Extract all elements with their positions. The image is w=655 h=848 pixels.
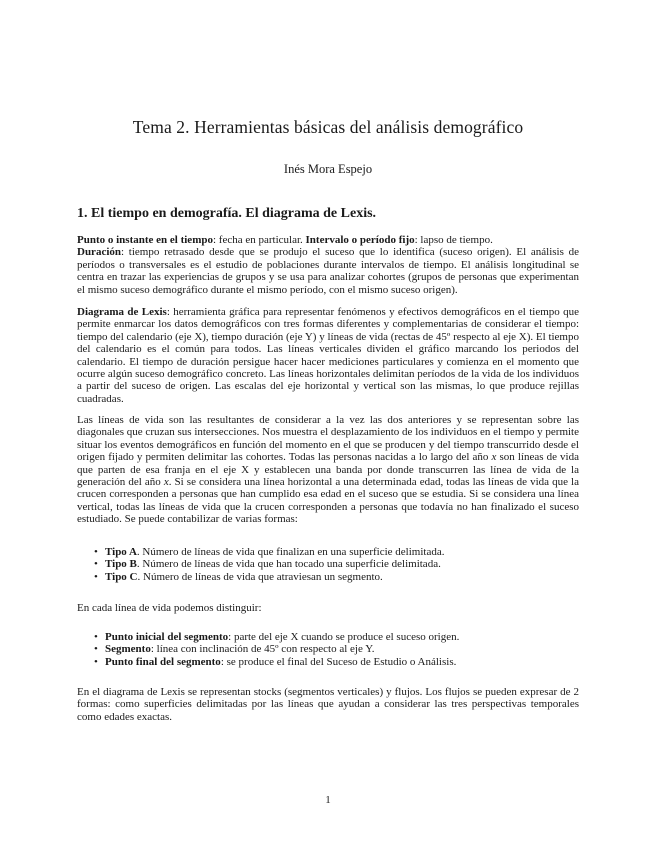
list-item-text: : se produce el final del Suceso de Estudio o Análisis. <box>220 655 457 668</box>
document-author: Inés Mora Espejo <box>283 162 373 176</box>
section-heading <box>77 206 376 222</box>
document-title: Tema 2. Herramientas básicas del análisis demográfico <box>132 117 524 137</box>
list-item-text: . Número de líneas de vida que han tocado una superficie delimitada. <box>136 558 441 571</box>
term-intervalo: Intervalo o período fijo <box>305 234 415 246</box>
paragraph-lineas-vida <box>77 414 579 526</box>
bullet-icon: • <box>94 546 98 558</box>
bullet-icon: • <box>94 558 98 571</box>
list-item <box>77 558 579 570</box>
paragraph-text: Las líneas de vida son las resultantes de considerar a la vez las dos anteriores y se representan sobre las diagonales que cruzan sus intersecciones. Nos muestra el desplazamiento de los individuos en el tiempo y permite situar los eventos demográficos en función del momento en el que se producen y del tiempo transcurrido desde el origen fijado y permiten delimitar las cohortes. Todas las personas nacidas a lo largo del año <box>77 414 579 464</box>
list-item-label: Punto inicial del segmento <box>105 631 229 643</box>
bullet-icon: • <box>94 570 98 583</box>
paragraph-text: : herramienta gráfica para representar fenómenos y efectivos demográficos en el tiempo que permite enmarcar los datos demográficos con tres formas diferentes y complementarias de considerar el tiempo: tiempo del calendario (eje X), tiempo duración (eje Y) y líneas de vida (rectas de 45º respecto al eje X). El tiempo del calendario es el común para todos. Las líneas verticales dividen el gráfico marcando los periodos del calendario. El tiempo de duración persigue hacer hacer mediciones particulares y comienza en el momento que ocurre algún suceso demográfico concreto. Las líneas horizontales delimitan períodos de la vida de los individuos a partir del suceso de origen. Las escalas del eje horizontal y vertical son las mismas, lo que produce rejillas cuadradas. <box>77 306 579 405</box>
section-title: El tiempo en demografía. El diagrama de Lexis. <box>91 206 377 221</box>
list-item <box>77 546 579 558</box>
paragraph-text: . Si se considera una línea horizontal a una determinada edad, todas las líneas de vida que la crucen corresponden a personas que han cumplido esa edad en el suceso que se estudia. Si se considera una línea vertical, todas las líneas de vida que la crucen corresponden a personas que todavía no han finalizado el suceso estudiado. Se puede contabilizar de varias formas: <box>77 476 579 526</box>
paragraph-stocks-flujos <box>77 686 579 723</box>
list-item <box>77 643 579 655</box>
list-item-text: : línea con inclinación de 45º con respecto al eje Y. <box>150 643 375 656</box>
term-diagrama-lexis: Diagrama de Lexis <box>77 306 167 318</box>
bullet-icon: • <box>94 631 98 643</box>
list-item <box>77 656 579 668</box>
list-item-label: Tipo C <box>105 570 138 583</box>
list-item-label: Segmento <box>105 643 151 656</box>
page-number: 1 <box>325 794 331 806</box>
paragraph-lexis <box>77 306 579 405</box>
list-item-label: Tipo A <box>105 546 137 558</box>
paragraph-text: : tiempo retrasado desde que se produjo el suceso que lo identifica (suceso origen). El análisis de períodos o transversales es el estudio de poblaciones durante intervalos de tiempo. El análisis longitudinal se centra en trazar las experiencias de grupos y se usa para analizar cohortes (grupos de personas que experimentan el mismo suceso demográfico durante el mismo período, con el mismo suceso origen). <box>77 246 579 296</box>
list-item <box>77 631 579 643</box>
bullet-icon: • <box>94 655 98 668</box>
list-item-text: . Número de líneas de vida que atraviesan un segmento. <box>137 570 383 583</box>
list-item-text: . Número de líneas de vida que finalizan en una superficie delimitada. <box>136 546 445 558</box>
paragraph-text: son líneas de vida que parten de esa franja en el eje X y establecen una banda por donde transcurren las línea de vida de la generación del año <box>77 451 579 489</box>
paragraph-text: : fecha en particular. <box>212 234 306 246</box>
section-number: 1. <box>77 206 88 221</box>
paragraph-distinguir <box>77 602 579 614</box>
list-item-label: Punto final del segmento <box>105 655 221 668</box>
math-variable: x <box>163 476 169 489</box>
bullet-icon: • <box>94 643 98 656</box>
list-segmento <box>77 631 579 668</box>
list-item-text: : parte del eje X cuando se produce el suceso origen. <box>228 631 460 643</box>
paragraph-text: : lapso de tiempo. <box>414 234 493 246</box>
paragraph-text: En cada línea de vida podemos distinguir: <box>77 602 262 614</box>
list-tipos <box>77 546 579 583</box>
term-punto-instante: Punto o instante en el tiempo <box>77 234 213 246</box>
list-item <box>77 571 579 583</box>
paragraph-definitions <box>77 234 579 296</box>
math-variable: x <box>491 451 497 464</box>
term-duracion: Duración <box>77 246 121 259</box>
list-item-label: Tipo B <box>105 558 137 571</box>
paragraph-text: En el diagrama de Lexis se representan stocks (segmentos verticales) y flujos. Los flujos se pueden expresar de 2 formas: como superficies delimitadas por las líneas que ayudan a considerar las tres perspectivas temporales como edades exactas. <box>77 686 579 723</box>
